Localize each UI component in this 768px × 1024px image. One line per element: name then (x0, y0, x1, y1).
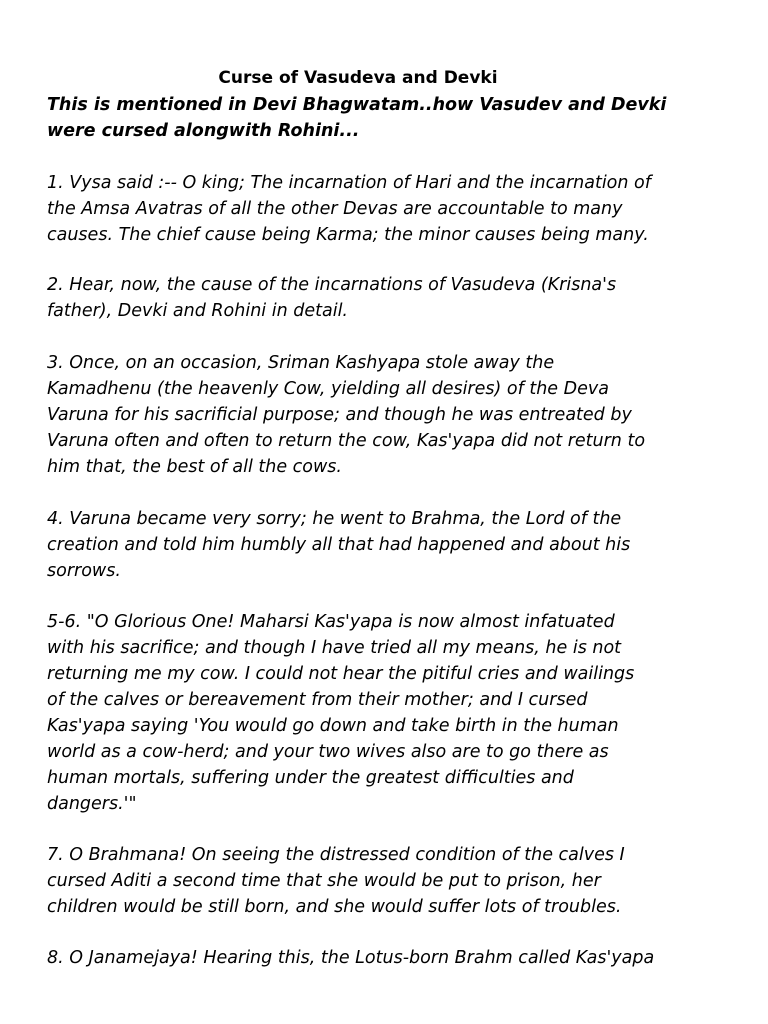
paragraph-2 (47, 272, 727, 324)
paragraph-line: world as a cow-herd; and your two wives also are to go there as (47, 742, 609, 762)
paragraph-line: 1. Vysa said :-- O king; The incarnation of Hari and the incarnation of (47, 173, 651, 193)
paragraph-line: 2. Hear, now, the cause of the incarnations of Vasudeva (Krisna's (47, 275, 617, 295)
paragraph-line: 5-6. "O Glorious One! Maharsi Kas'yapa is now almost infatuated (47, 612, 615, 632)
paragraph-line: human mortals, suffering under the greatest difficulties and (47, 768, 574, 788)
paragraph-line: returning me my cow. I could not hear the pitiful cries and wailings (47, 664, 635, 684)
paragraph-8 (47, 945, 727, 971)
paragraph-line: Kas'yapa saying 'You would go down and take birth in the human (47, 716, 619, 736)
paragraph-line: 8. O Janamejaya! Hearing this, the Lotus-born Brahm called Kas'yapa (47, 948, 655, 968)
paragraph-line: 7. O Brahmana! On seeing the distressed condition of the calves I (47, 845, 625, 865)
paragraph-1 (47, 170, 727, 248)
paragraph-line: sorrows. (47, 561, 121, 581)
paragraph-line: Kamadhenu (the heavenly Cow, yielding all desires) of the Deva (47, 379, 609, 399)
subtitle-line: were cursed alongwith Rohini... (47, 121, 360, 141)
paragraph-3 (47, 350, 727, 480)
paragraph-line: of the calves or bereavement from their mother; and I cursed (47, 690, 588, 710)
paragraph-line: father), Devki and Rohini in detail. (47, 301, 348, 321)
paragraph-5-6 (47, 609, 727, 817)
paragraph-7 (47, 842, 727, 920)
paragraph-line: the Amsa Avatras of all the other Devas are accountable to many (47, 199, 623, 219)
paragraph-line: causes. The chief cause being Karma; the minor causes being many. (47, 225, 649, 245)
paragraph-line: him that, the best of all the cows. (47, 457, 342, 477)
paragraph-line: creation and told him humbly all that had happened and about his (47, 535, 631, 555)
document-title: Curse of Vasudeva and Devki (218, 68, 498, 88)
document-subtitle (47, 92, 697, 144)
paragraph-line: dangers.'" (47, 794, 137, 814)
paragraph-line: Varuna for his sacrificial purpose; and though he was entreated by (47, 405, 632, 425)
subtitle-line: This is mentioned in Devi Bhagwatam..how Vasudev and Devki (47, 95, 667, 115)
paragraph-line: 4. Varuna became very sorry; he went to Brahma, the Lord of the (47, 509, 622, 529)
paragraph-line: 3. Once, on an occasion, Sriman Kashyapa stole away the (47, 353, 555, 373)
paragraph-line: children would be still born, and she would suffer lots of troubles. (47, 897, 622, 917)
paragraph-line: Varuna often and often to return the cow, Kas'yapa did not return to (47, 431, 646, 451)
paragraph-line: with his sacrifice; and though I have tried all my means, he is not (47, 638, 622, 658)
paragraph-line: cursed Aditi a second time that she would be put to prison, her (47, 871, 601, 891)
paragraph-4 (47, 506, 727, 584)
